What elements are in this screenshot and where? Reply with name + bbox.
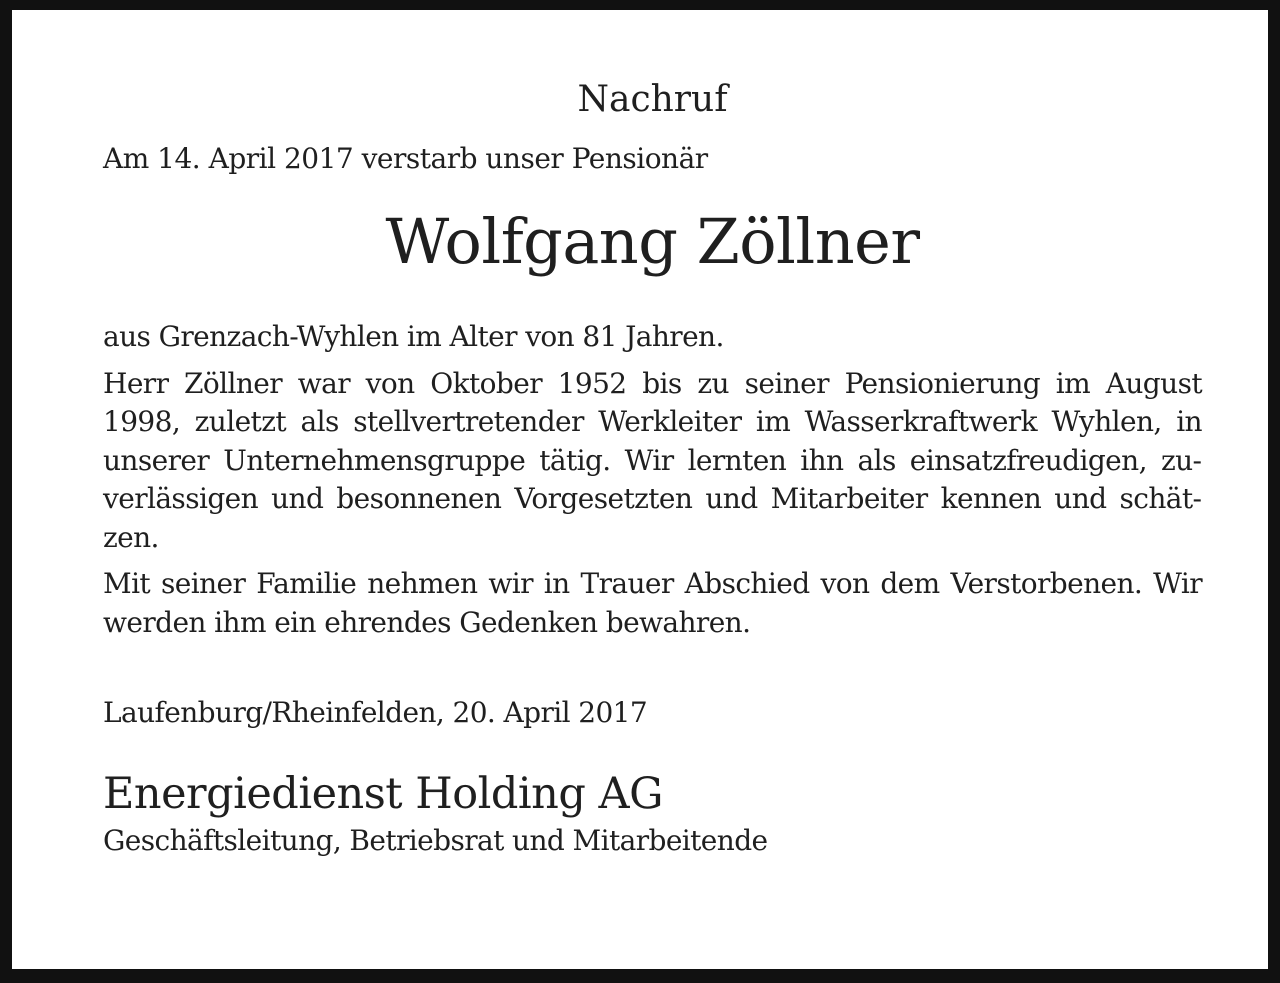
place-date: Laufenburg/Rheinfelden, 20. April 2017 xyxy=(103,696,648,729)
deceased-name: Wolfgang Zöllner xyxy=(385,205,920,278)
obituary-content xyxy=(103,78,1202,858)
company-name: Energiedienst Holding AG xyxy=(103,769,663,819)
farewell-paragraph: Mit seiner Familie nehmen wir in Trauer Abschied von dem Verstorbenen. Wir werden ihm ein ehrendes Gedenken bewahren. xyxy=(103,567,1202,639)
biography-paragraph: Herr Zöllner war von Oktober 1952 bis zu seiner Pensionierung im August 1998, zuletzt als stellvertretender Werkleiter im Wasserkraftwerk Wyhlen, in unserer Unternehmensgruppe tätig. Wir lernten ihn als einsatzfreudigen, zuverlässigen und besonnenen Vorgesetzten und Mitarbeiter kennen und schätzen. xyxy=(103,366,1202,554)
origin-line: aus Grenzach-Wyhlen im Alter von 81 Jahren. xyxy=(103,320,724,353)
signatories-line: Geschäftsleitung, Betriebsrat und Mitarbeitende xyxy=(103,824,768,857)
intro-line: Am 14. April 2017 verstarb unser Pensionär xyxy=(103,142,708,175)
notice-heading: Nachruf xyxy=(577,79,728,120)
